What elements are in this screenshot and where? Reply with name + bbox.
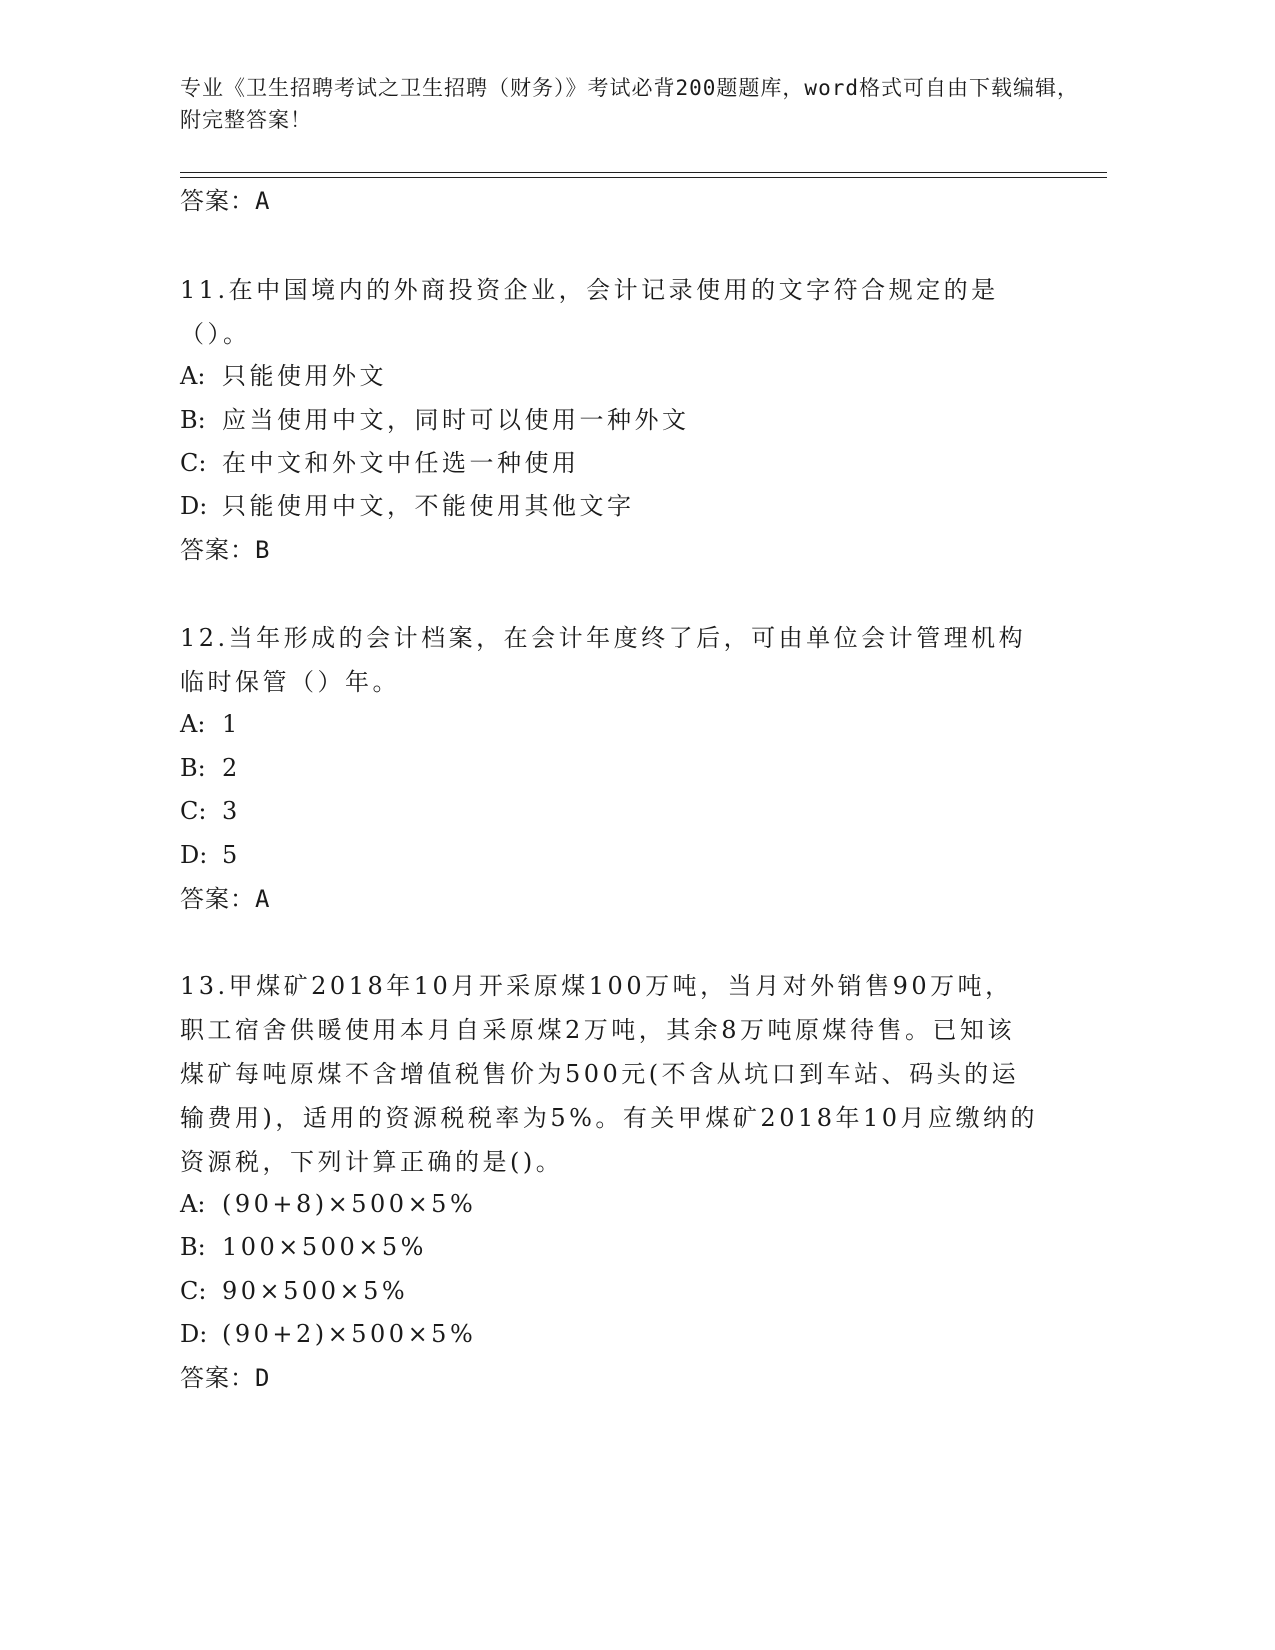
question-12-option-d xyxy=(180,840,241,870)
question-12-option-b xyxy=(180,753,241,783)
option-letter: B: xyxy=(180,1233,206,1261)
question-11-stem: 11.在中国境内的外商投资企业，会计记录使用的文字符合规定的是（）。 xyxy=(180,276,999,348)
option-letter: A: xyxy=(180,362,206,390)
question-12-answer: 答案：A xyxy=(180,885,271,913)
option-text: 只能使用中文，不能使用其他文字 xyxy=(222,492,635,520)
question-13-answer: 答案：D xyxy=(180,1364,271,1392)
question-12-option-a xyxy=(180,709,241,739)
question-13-option-d xyxy=(180,1319,476,1349)
option-text: 5 xyxy=(222,841,241,869)
question-11-option-d xyxy=(180,491,635,521)
option-text: (90+2)×500×5% xyxy=(222,1320,477,1348)
option-letter: C: xyxy=(180,797,207,825)
question-13-stem: 13.甲煤矿2018年10月开采原煤100万吨，当月对外销售90万吨，职工宿舍供暖使用本月自采原煤2万吨，其余8万吨原煤待售。已知该煤矿每吨原煤不含增值税售价为500元(不含从坑口到车站、码头的运输费用)，适用的资源税税率为5%。有关甲煤矿2018年10月应缴纳的资源税，下列计算正确的是()。 xyxy=(180,972,1039,1176)
option-letter: D: xyxy=(180,1320,208,1348)
option-letter: C: xyxy=(180,449,207,477)
header-divider-bottom xyxy=(180,177,1107,178)
question-12-stem: 12.当年形成的会计档案，在会计年度终了后，可由单位会计管理机构临时保管（）年。 xyxy=(180,624,1027,696)
previous-answer: 答案：A xyxy=(180,187,271,215)
option-letter: A: xyxy=(180,1190,206,1218)
question-12-option-c xyxy=(180,796,241,826)
option-letter: D: xyxy=(180,492,208,520)
option-text: 在中文和外文中任选一种使用 xyxy=(222,449,580,477)
option-text: 3 xyxy=(222,797,241,825)
question-13-option-c xyxy=(180,1276,408,1306)
question-13-option-a xyxy=(180,1189,476,1219)
document-header: 专业《卫生招聘考试之卫生招聘（财务）》考试必背200题题库，word格式可自由下载编辑，附完整答案！ xyxy=(180,76,1079,132)
option-text: 应当使用中文，同时可以使用一种外文 xyxy=(222,406,690,434)
option-text: (90+8)×500×5% xyxy=(222,1190,477,1218)
option-letter: B: xyxy=(180,406,206,434)
option-text: 100×500×5% xyxy=(222,1233,427,1261)
question-11-option-a xyxy=(180,361,387,391)
option-text: 只能使用外文 xyxy=(222,362,387,390)
question-11-option-b xyxy=(180,405,690,435)
option-letter: D: xyxy=(180,841,208,869)
option-letter: B: xyxy=(180,754,206,782)
question-11-answer: 答案：B xyxy=(180,536,271,564)
option-letter: A: xyxy=(180,710,206,738)
question-11-option-c xyxy=(180,448,580,478)
option-text: 2 xyxy=(222,754,241,782)
option-text: 90×500×5% xyxy=(222,1277,409,1305)
header-divider-top xyxy=(180,172,1107,173)
option-text: 1 xyxy=(222,710,241,738)
option-letter: C: xyxy=(180,1277,207,1305)
question-13-option-b xyxy=(180,1232,427,1262)
